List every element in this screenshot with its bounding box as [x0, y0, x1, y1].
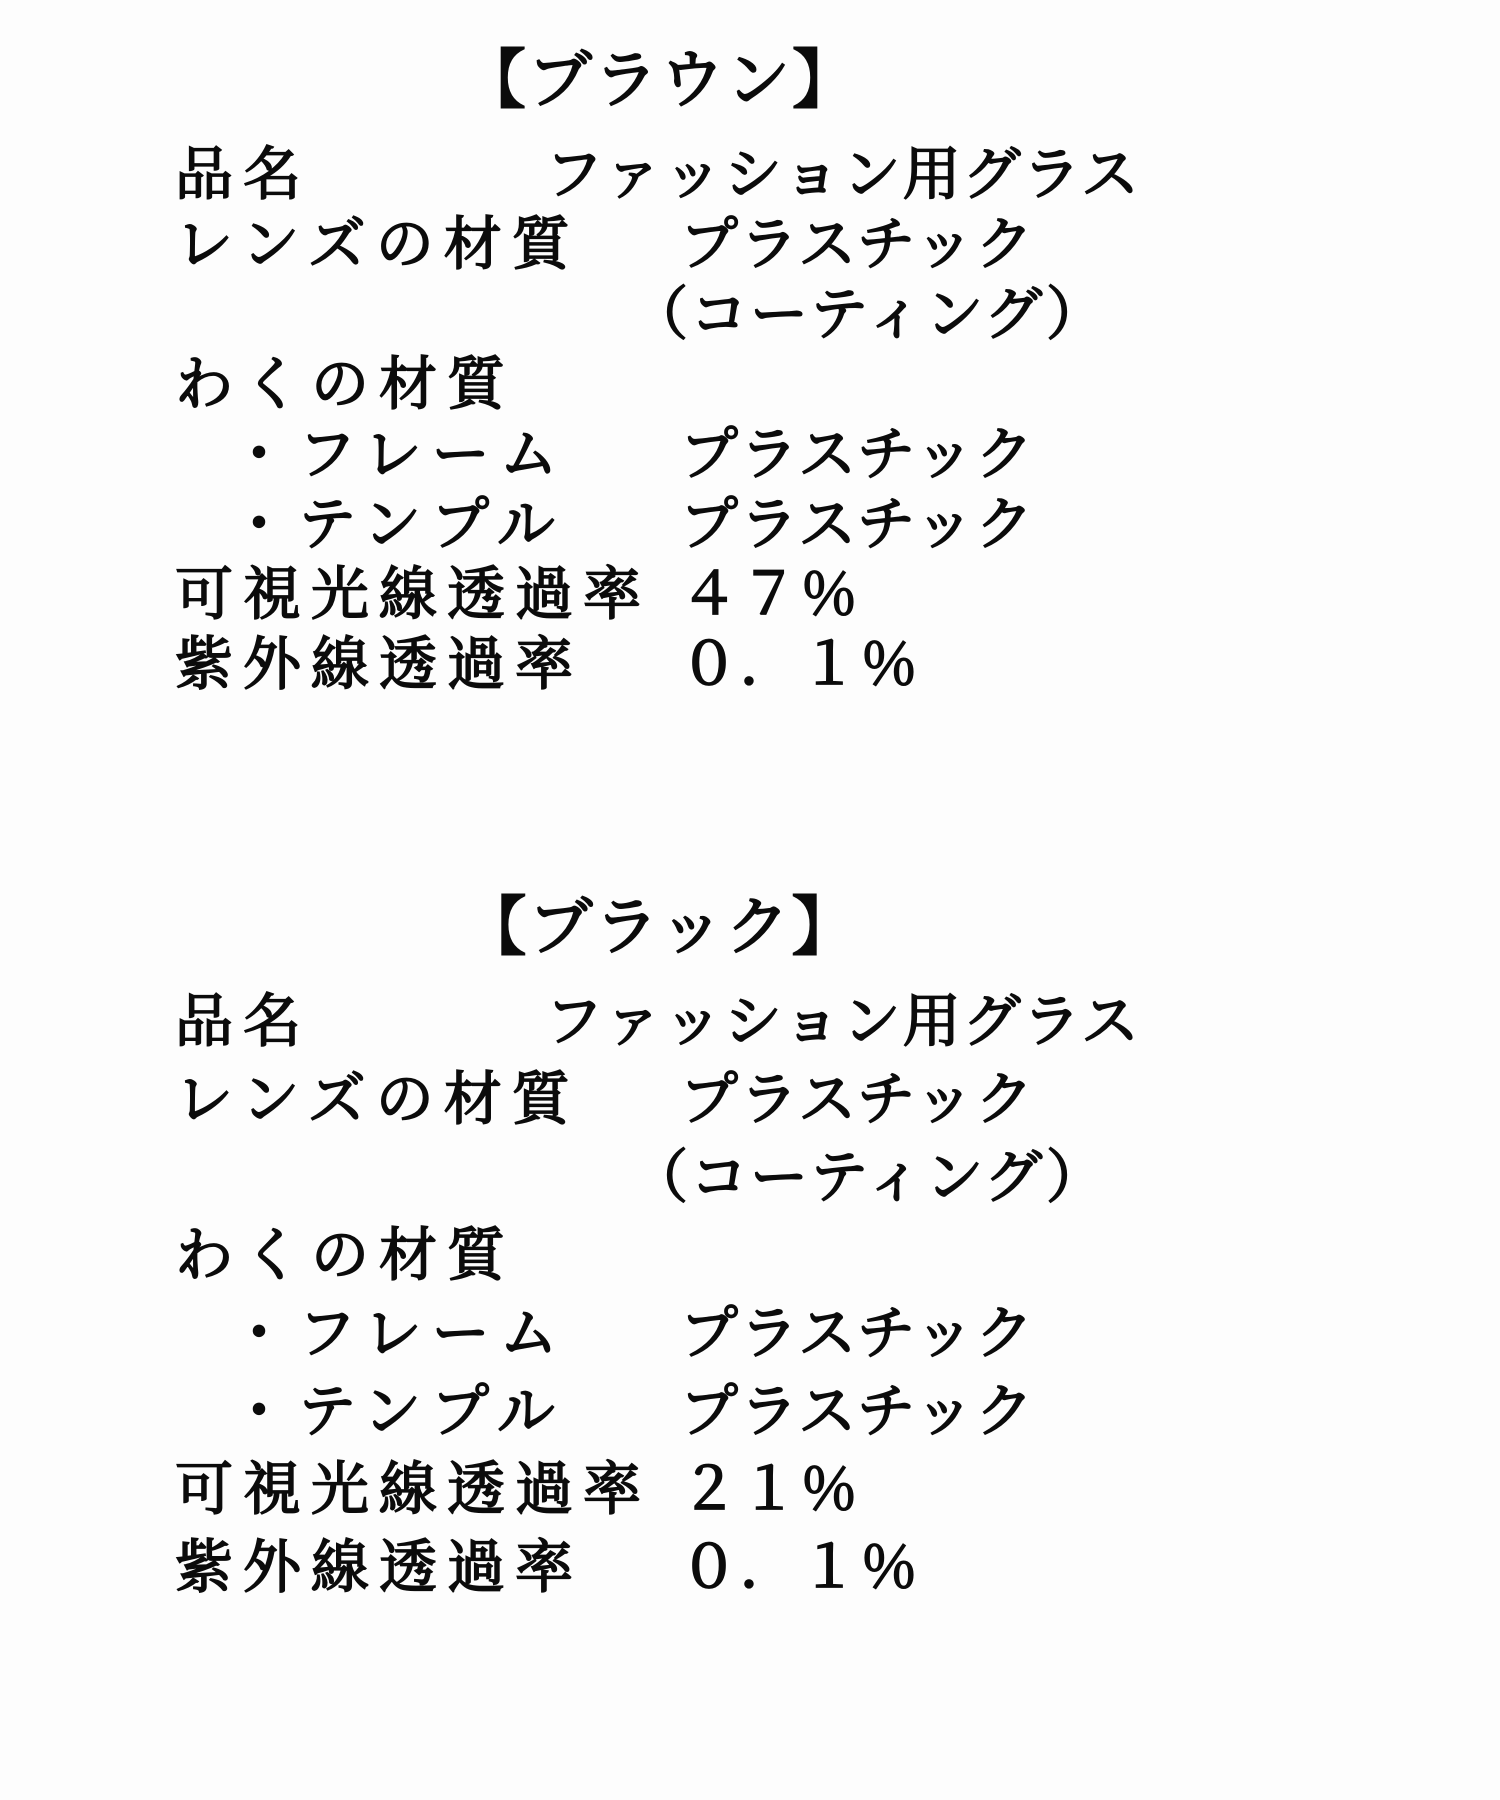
- spec-row: [175, 633, 1500, 697]
- spec-rows: [0, 143, 1500, 697]
- spec-row: [175, 283, 1500, 347]
- spec-row: [175, 1536, 1500, 1600]
- spec-label: [175, 283, 630, 347]
- spec-row: [175, 1302, 1500, 1366]
- spec-value: ０．１％: [680, 1535, 921, 1600]
- spec-label: 紫外線透過率: [175, 632, 584, 697]
- spec-rows: [0, 990, 1500, 1600]
- spec-row: [175, 493, 1500, 557]
- spec-row: [175, 353, 1500, 417]
- spec-value: ０．１％: [680, 632, 921, 697]
- spec-section: [0, 892, 1500, 1600]
- section-heading: 【ブラウン】: [462, 44, 858, 116]
- spec-value: プラスチック: [680, 492, 1036, 557]
- spec-row: [175, 990, 1500, 1054]
- spec-label: [175, 1146, 630, 1210]
- spec-value: プラスチック: [680, 1067, 1036, 1132]
- spec-label: 品名: [175, 989, 312, 1054]
- spec-row: [175, 1458, 1500, 1522]
- spec-label: 紫外線透過率: [175, 1535, 584, 1600]
- spec-value: プラスチック: [680, 212, 1036, 277]
- spec-row: [175, 563, 1500, 627]
- spec-value: プラスチック: [680, 422, 1036, 487]
- spec-value: （コーティング）: [630, 1145, 1106, 1210]
- spec-value: ２１％: [680, 1457, 861, 1522]
- spec-label: ・フレーム: [230, 422, 568, 487]
- spec-value: [680, 353, 1500, 417]
- spec-label: ・テンプル: [230, 492, 565, 557]
- section-heading: 【ブラック】: [462, 891, 858, 963]
- spec-label: 可視光線透過率: [175, 562, 652, 627]
- spec-row: [175, 143, 1500, 207]
- spec-value: プラスチック: [680, 1379, 1036, 1444]
- spec-row: [175, 1380, 1500, 1444]
- spec-section: [0, 45, 1500, 697]
- spec-row: [175, 1146, 1500, 1210]
- spec-label: わくの材質: [175, 1223, 516, 1288]
- spec-value: ４７％: [680, 562, 861, 627]
- spec-value: [680, 1224, 1500, 1288]
- spec-value: （コーティング）: [630, 282, 1106, 347]
- spec-row: [175, 1068, 1500, 1132]
- spec-row: [175, 1224, 1500, 1288]
- spec-label: レンズの材質: [175, 212, 580, 277]
- spec-row: [175, 423, 1500, 487]
- spec-value: ファッション用グラス: [545, 142, 1141, 207]
- spec-label: 可視光線透過率: [175, 1457, 652, 1522]
- spec-label: レンズの材質: [175, 1067, 580, 1132]
- spec-value: プラスチック: [680, 1301, 1036, 1366]
- spec-label: わくの材質: [175, 352, 516, 417]
- spec-label: ・テンプル: [230, 1379, 565, 1444]
- spec-row: [175, 213, 1500, 277]
- spec-label: 品名: [175, 142, 312, 207]
- spec-value: ファッション用グラス: [545, 989, 1141, 1054]
- spec-label: ・フレーム: [230, 1301, 568, 1366]
